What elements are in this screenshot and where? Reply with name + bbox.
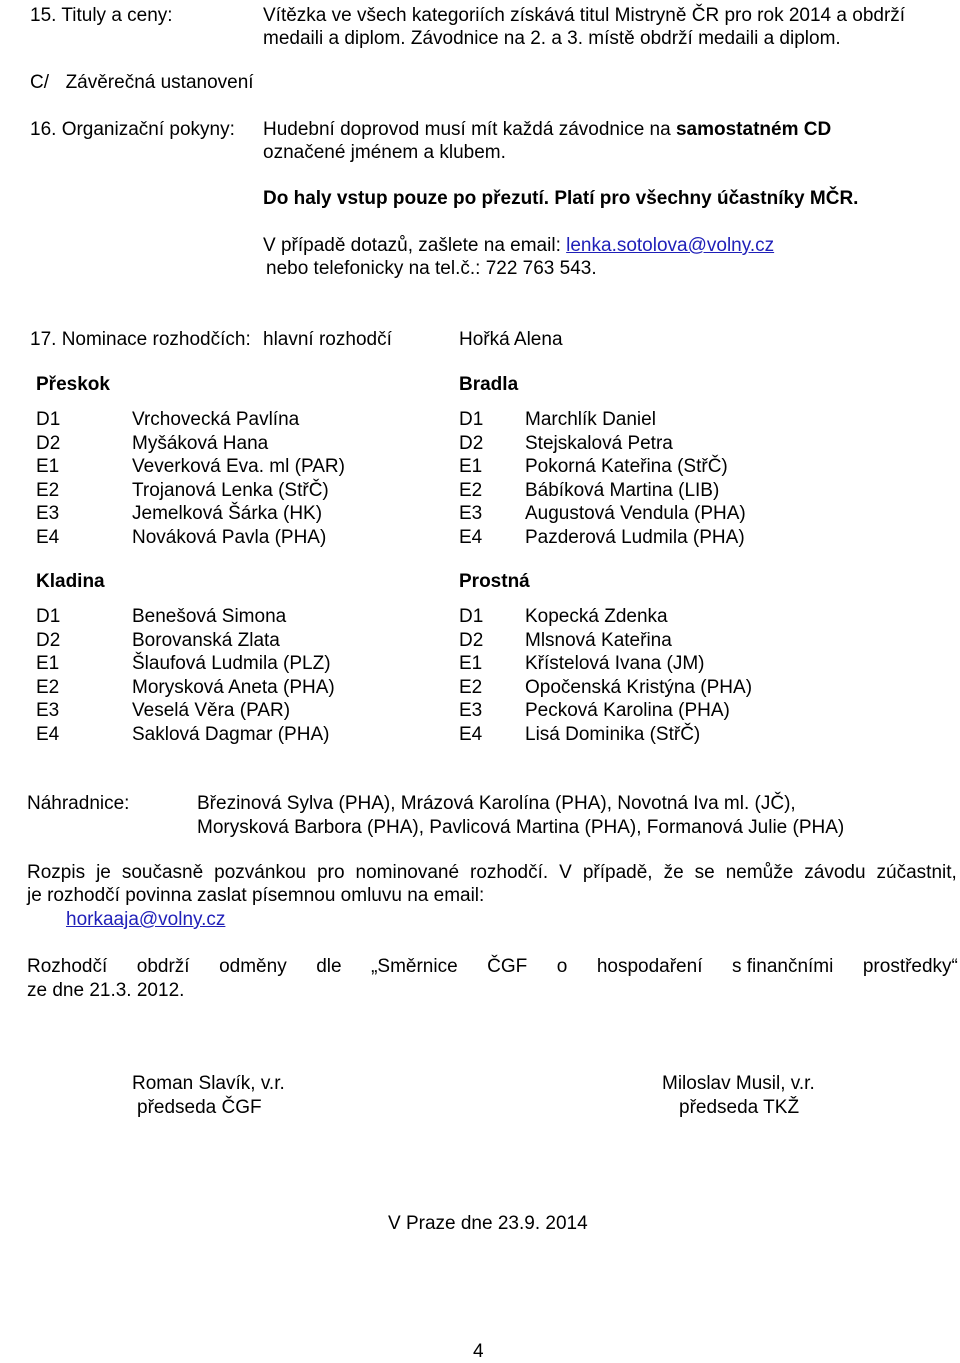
word: pozvánkou [214, 862, 307, 883]
invitation-line-1 [27, 861, 957, 884]
place-date: V Praze dne 23.9. 2014 [388, 1213, 588, 1234]
judge-code: E1 [459, 456, 483, 477]
judge-code: E3 [36, 503, 60, 524]
section-16-label: 16. Organizační pokyny: [30, 119, 235, 140]
judge-name: Trojanová Lenka (StřČ) [132, 480, 329, 501]
judge-code: E1 [459, 653, 483, 674]
signature-2-name: Miloslav Musil, v.r. [662, 1073, 815, 1094]
judge-code: E4 [459, 527, 483, 548]
word: obdrží [136, 956, 190, 977]
signature-1-role: předseda ČGF [137, 1097, 262, 1118]
judge-name: Pecková Karolina (PHA) [525, 700, 730, 721]
judge-name: Opočenská Kristýna (PHA) [525, 677, 753, 698]
word: rozhodčí. [470, 862, 549, 883]
judge-name: Benešová Simona [132, 606, 287, 627]
judge-code: D1 [459, 606, 484, 627]
invitation-line-2: je rozhodčí povinna zaslat písemnou omluvu na email: [27, 885, 485, 906]
judge-code: D2 [459, 630, 484, 651]
judge-name: Saklová Dagmar (PHA) [132, 724, 330, 745]
judge-code: D2 [459, 433, 484, 454]
judge-name: Veverková Eva. ml (PAR) [132, 456, 345, 477]
judge-name: Myšáková Hana [132, 433, 269, 454]
word: zúčastnit, [876, 862, 957, 883]
judge-name: Bábíková Martina (LIB) [525, 480, 720, 501]
section-16-line-4 [263, 234, 774, 257]
judge-code: E2 [36, 677, 60, 698]
judge-code: D2 [36, 433, 61, 454]
section-15-line-1: Vítězka ve všech kategoriích získává titul Mistryně ČR pro rok 2014 a obdrží [263, 5, 906, 26]
substitutes-line-2: Morysková Barbora (PHA), Pavlicová Martina (PHA), Formanová Julie (PHA) [197, 817, 845, 838]
word: odměny [219, 956, 287, 977]
judge-name: Morysková Aneta (PHA) [132, 677, 335, 698]
judge-code: E2 [459, 677, 483, 698]
judge-code: D1 [36, 606, 61, 627]
word: závodu [804, 862, 866, 883]
section-16-line-5: nebo telefonicky na tel.č.: 722 763 543. [266, 258, 597, 279]
apparatus-title-vault: Přeskok [36, 374, 110, 395]
judge-name: Augustová Vendula (PHA) [525, 503, 746, 524]
substitutes-label: Náhradnice: [27, 793, 130, 814]
section-c-heading [30, 71, 254, 94]
judge-name: Nováková Pavla (PHA) [132, 527, 327, 548]
substitutes-line-1: Březinová Sylva (PHA), Mrázová Karolína (PHA), Novotná Iva ml. (JČ), [197, 793, 796, 814]
section-c-title: Závěrečná ustanovení [65, 72, 254, 93]
word: V [559, 862, 572, 883]
word: že [663, 862, 684, 883]
signature-2-role: předseda TKŽ [679, 1097, 800, 1118]
word: prostředky“ [862, 956, 958, 977]
judge-code: E2 [36, 480, 60, 501]
section-16-line-3: Do haly vstup pouze po přezutí. Platí pro všechny účastníky MČR. [263, 188, 859, 209]
word: „Směrnice [371, 956, 458, 977]
section-16-line-2: označené jménem a klubem. [263, 142, 506, 163]
section-16-line-1-bold: samostatném CD [675, 119, 832, 140]
judge-code: D1 [36, 409, 61, 430]
judge-email-link[interactable]: horkaaja@volny.cz [66, 909, 226, 930]
section-c-prefix: C/ [30, 72, 49, 93]
judge-code: E4 [459, 724, 483, 745]
chief-judge-label: hlavní rozhodčí [263, 329, 392, 350]
judge-code: E1 [36, 653, 60, 674]
judge-code: E3 [459, 503, 483, 524]
judge-name: Borovanská Zlata [132, 630, 280, 651]
apparatus-title-floor: Prostná [459, 571, 530, 592]
judge-code: E2 [459, 480, 483, 501]
judge-code: E4 [36, 724, 60, 745]
judge-name: Lisá Dominika (StřČ) [525, 724, 701, 745]
judge-name: Pokorná Kateřina (StřČ) [525, 456, 728, 477]
apparatus-title-beam: Kladina [36, 571, 105, 592]
reward-line-2: ze dne 21.3. 2012. [27, 980, 185, 1001]
chief-judge-name: Hořká Alena [459, 329, 563, 350]
word: dle [316, 956, 342, 977]
judge-code: E4 [36, 527, 60, 548]
judge-name: Stejskalová Petra [525, 433, 673, 454]
judge-code: E3 [36, 700, 60, 721]
word: Rozhodčí [27, 956, 108, 977]
word: pro [317, 862, 345, 883]
word: je [96, 862, 111, 883]
judge-code: D1 [459, 409, 484, 430]
signature-1-name: Roman Slavík, v.r. [132, 1073, 285, 1094]
judge-code: D2 [36, 630, 61, 651]
section-17-label: 17. Nominace rozhodčích: [30, 329, 251, 350]
word: hospodaření [596, 956, 703, 977]
judge-name: Vrchovecká Pavlína [132, 409, 300, 430]
word: se [694, 862, 715, 883]
judge-name: Šlaufová Ludmila (PLZ) [132, 653, 331, 674]
page-number: 4 [473, 1341, 484, 1362]
judge-name: Marchlík Daniel [525, 409, 656, 430]
word: současně [121, 862, 204, 883]
word: Rozpis [27, 862, 86, 883]
apparatus-title-bars: Bradla [459, 374, 519, 395]
judge-name: Křístelová Ivana (JM) [525, 653, 705, 674]
reward-line-1 [27, 955, 958, 978]
judge-name: Kopecká Zdenka [525, 606, 668, 627]
contact-email-link[interactable]: lenka.sotolova@volny.cz [566, 235, 775, 256]
judge-name: Jemelková Šárka (HK) [132, 503, 323, 524]
section-15-line-2: medaili a diplom. Závodnice na 2. a 3. místě obdrží medaili a diplom. [263, 28, 841, 49]
section-15-label: 15. Tituly a ceny: [30, 5, 173, 26]
word: nemůže [725, 862, 794, 883]
judge-code: E3 [459, 700, 483, 721]
word: nominované [355, 862, 460, 883]
word: o [556, 956, 568, 977]
word: případě, [582, 862, 653, 883]
word: s finančními [731, 956, 834, 977]
judge-name: Mlsnová Kateřina [525, 630, 672, 651]
section-16-line-4-text: V případě dotazů, zašlete na email: [263, 235, 567, 256]
section-16-line-1-text: Hudební doprovod musí mít každá závodnice na [263, 119, 676, 140]
section-16-line-1 [263, 118, 831, 141]
judge-name: Pazderová Ludmila (PHA) [525, 527, 745, 548]
judge-code: E1 [36, 456, 60, 477]
word: ČGF [487, 956, 528, 977]
judge-name: Veselá Věra (PAR) [132, 700, 291, 721]
